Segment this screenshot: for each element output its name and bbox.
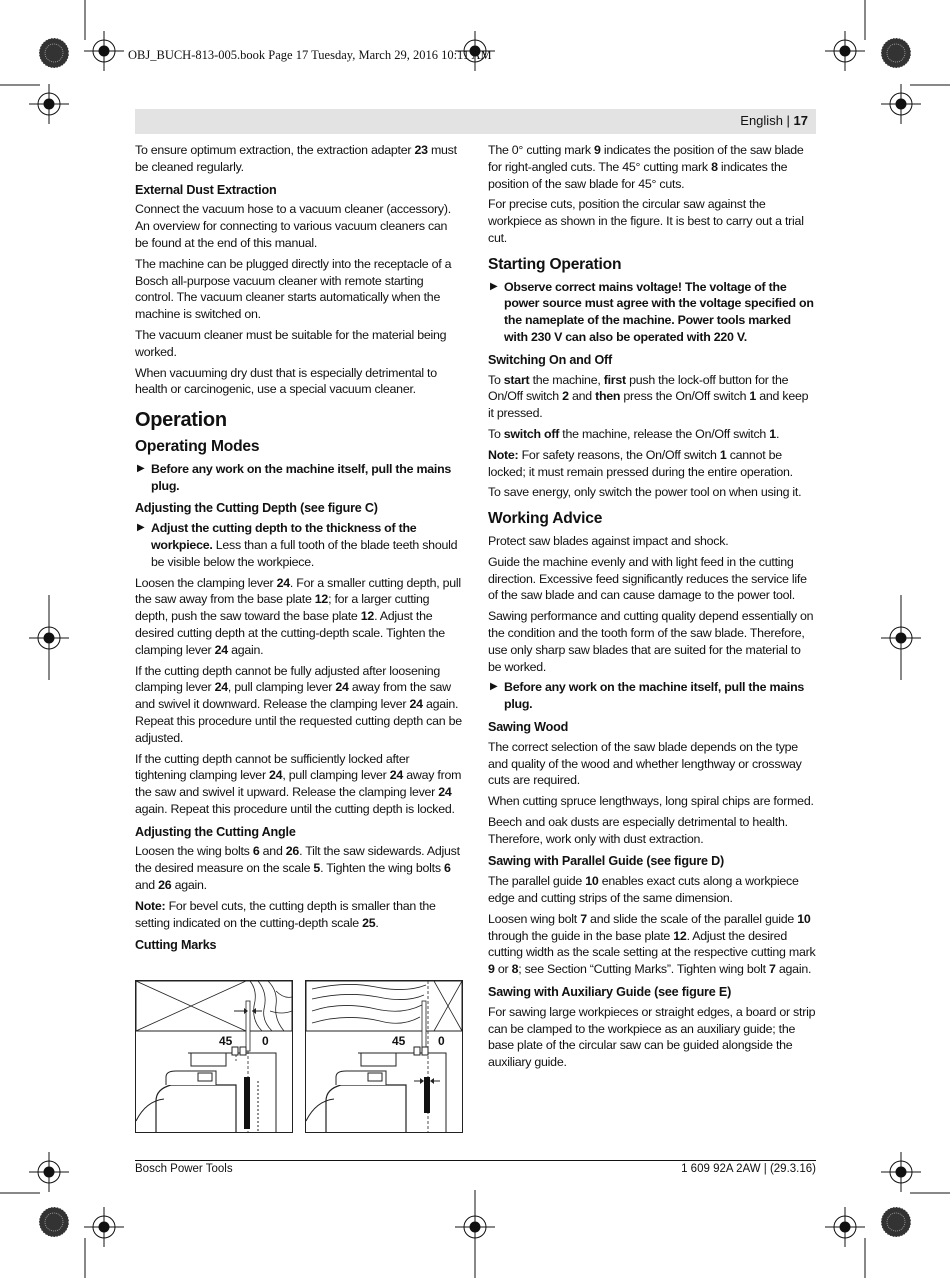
heading-sawing-wood: Sawing Wood <box>488 719 569 734</box>
paragraph: Note: For safety reasons, the On/Off switch 1 cannot be locked; it must remain pressed during the entire operation. <box>488 447 793 479</box>
paragraph: When vacuuming dry dust that is especially detrimental to health or carcinogenic, use a special vacuum cleaner. <box>135 365 437 397</box>
paragraph: To ensure optimum extraction, the extraction adapter 23 must be cleaned regularly. <box>135 143 457 174</box>
warning-bullet: ▶ Observe correct mains voltage! The voltage of the power source must agree with the voltage specified on the nameplate of the machine. Power tools marked with 230 V can also be operated with 220 V. <box>490 279 814 344</box>
paragraph: Connect the vacuum hose to a vacuum cleaner (accessory). An overview for connecting to various vacuum cleaners can be found at the end of this manual. <box>135 202 451 250</box>
footer-divider <box>135 1160 816 1161</box>
paragraph: For precise cuts, position the circular saw against the workpiece as shown in the figure. It is best to carry out a trial cut. <box>488 197 804 245</box>
cutting-marks-figure-right <box>305 980 463 1133</box>
heading-switching: Switching On and Off <box>488 352 613 367</box>
left-column <box>135 142 463 957</box>
heading-dust-extraction: External Dust Extraction <box>135 182 277 197</box>
paragraph: Guide the machine evenly and with light feed in the cutting direction. Excessive feed significantly reduces the service life of the saw blade and can cause damage to the power tool. <box>488 554 807 603</box>
heading-parallel-guide: Sawing with Parallel Guide (see figure D) <box>488 854 725 869</box>
triangle-bullet-icon: ▶ <box>490 280 498 292</box>
triangle-bullet-icon: ▶ <box>137 522 145 534</box>
heading-cutting-angle: Adjusting the Cutting Angle <box>135 824 296 839</box>
paragraph: Loosen the wing bolts 6 and 26. Tilt the saw sidewards. Adjust the desired measure on the scale 5. Tighten the wing bolts 6 and 26 again. <box>135 844 460 893</box>
header-text <box>740 113 808 128</box>
triangle-bullet-icon: ▶ <box>137 462 145 474</box>
paragraph: If the cutting depth cannot be fully adjusted after loosening clamping lever 24, pull clamping lever 24 away from the saw and swivel it downward. Release the clamping lever 24 again. Repeat this procedure until the requested cutting depth can be adjusted. <box>135 663 462 745</box>
paragraph: Protect saw blades against impact and shock. <box>488 533 729 548</box>
paragraph: Note: For bevel cuts, the cutting depth is smaller than the setting indicated on the cutting-depth scale 25. <box>135 898 436 930</box>
page-header <box>135 109 816 134</box>
heading-working-advice: Working Advice <box>488 510 603 528</box>
header-separator: | <box>782 113 794 128</box>
paragraph: Loosen the clamping lever 24. For a smaller cutting depth, pull the saw away from the base plate 12; for a larger cutting depth, push the saw toward the base plate 12. Adjust the desired cutting depth at the cutting-depth scale. Tighten the clamping lever 24 again. <box>135 575 461 657</box>
paragraph: When cutting spruce lengthways, long spiral chips are formed. <box>488 794 814 809</box>
footer-doc-number: 1 609 92A 2AW | (29.3.16) <box>681 1163 816 1175</box>
footer-brand: Bosch Power Tools <box>135 1163 233 1175</box>
warning-bullet: ▶ Before any work on the machine itself, pull the mains plug. <box>490 680 805 712</box>
heading-starting-operation: Starting Operation <box>488 255 622 273</box>
mark-label-0: 0 <box>262 1034 269 1048</box>
paragraph: To save energy, only switch the power tool on when using it. <box>488 485 802 500</box>
heading-operating-modes: Operating Modes <box>135 437 260 455</box>
cutting-marks-figure-left <box>135 980 293 1133</box>
paragraph: To switch off the machine, release the On/Off switch 1. <box>488 426 780 441</box>
triangle-bullet-icon: ▶ <box>490 681 498 693</box>
paragraph: The machine can be plugged directly into the receptacle of a Bosch all-purpose vacuum cleaner with remote starting control. The vacuum cleaner starts automatically when the machine is switched on. <box>135 256 452 322</box>
paragraph: If the cutting depth cannot be sufficiently locked after tightening clamping lever 24, pull clamping lever 24 away from the saw and swivel it upward. Release the clamping lever 24 again. Repeat this procedure until the cutting depth is locked. <box>135 751 462 816</box>
paragraph: The vacuum cleaner must be suitable for the material being worked. <box>135 327 447 359</box>
mark-label-45: 45 <box>219 1034 233 1048</box>
mark-label-0: 0 <box>438 1034 445 1048</box>
paragraph: To start the machine, first push the lock-off button for the On/Off switch 2 and then press the On/Off switch 1 and keep it pressed. <box>488 372 809 421</box>
print-slug: OBJ_BUCH-813-005.book Page 17 Tuesday, March 29, 2016 10:11 AM <box>128 48 492 62</box>
heading-auxiliary-guide: Sawing with Auxiliary Guide (see figure E) <box>488 985 732 1000</box>
paragraph: Loosen wing bolt 7 and slide the scale of the parallel guide 10 through the guide in the base plate 12. Adjust the desired cutting width as the scale setting at the respective cutting mark 9 or 8; see Section “Cutting Marks”. Tighten wing bolt 7 again. <box>488 911 816 977</box>
saw-illustration-icon <box>136 981 292 1132</box>
paragraph: The parallel guide 10 enables exact cuts along a workpiece edge and cutting strips of the same dimension. <box>488 874 799 906</box>
warning-bullet: ▶ Adjust the cutting depth to the thickness of the workpiece. Less than a full tooth of the blade teeth should be visible below the workpiece. <box>137 521 458 569</box>
saw-illustration-icon <box>306 981 462 1132</box>
heading-cutting-depth: Adjusting the Cutting Depth (see figure C) <box>135 501 378 516</box>
right-column <box>488 142 816 1075</box>
paragraph: For sawing large workpieces or straight edges, a board or strip can be clamped to the workpiece as an auxiliary guide; the base plate of the circular saw can be guided alongside the auxiliary guide. <box>488 1004 816 1070</box>
paragraph: The 0° cutting mark 9 indicates the position of the saw blade for right-angled cuts. The 45° cutting mark 8 indicates the position of the saw blade for 45° cuts. <box>488 143 804 191</box>
mark-label-45: 45 <box>392 1034 406 1048</box>
page-number: 17 <box>793 113 808 128</box>
header-language: English <box>740 113 783 128</box>
heading-operation: Operation <box>135 409 227 432</box>
warning-bullet: ▶ Before any work on the machine itself, pull the mains plug. <box>137 461 452 493</box>
heading-cutting-marks: Cutting Marks <box>135 938 217 953</box>
paragraph: Beech and oak dusts are especially detrimental to health. Therefore, work only with dust extraction. <box>488 814 788 846</box>
paragraph: The correct selection of the saw blade depends on the type and quality of the wood and whether lengthway or crossway cuts are required. <box>488 739 802 788</box>
paragraph: Sawing performance and cutting quality depend essentially on the condition and the tooth form of the saw blade. Therefore, use only sharp saw blades that are suited for the material to be worked. <box>488 609 814 674</box>
